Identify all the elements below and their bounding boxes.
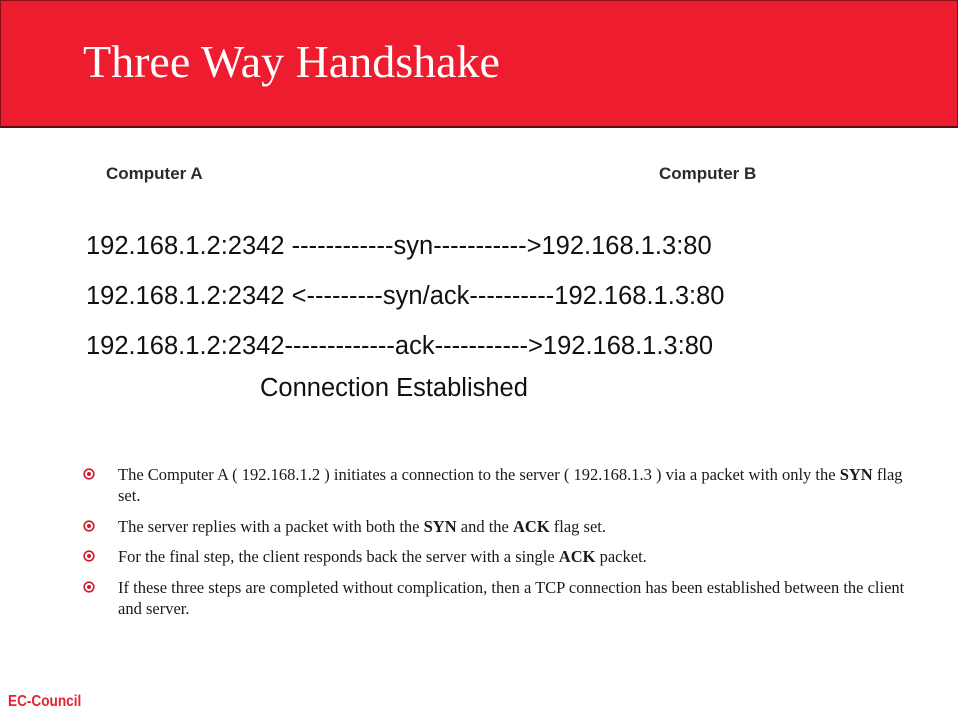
bullet-bold-term: SYN (839, 465, 873, 484)
circle-bullet-icon (83, 468, 95, 480)
handshake-syn-line: 192.168.1.2:2342 ------------syn----------->192.168.1.3:80 (86, 232, 712, 260)
bullet-item (78, 546, 918, 567)
bullet-text: The Computer A ( 192.168.1.2 ) initiates a connection to the server ( 192.168.1.3 ) via a packet with only the (118, 465, 840, 484)
bullet-item (78, 516, 918, 537)
connection-established-text: Connection Established (260, 374, 528, 402)
ec-council-logo: EC-Council (8, 693, 82, 710)
bullet-text: If these three steps are completed without complication, then a TCP connection has been established between the client and server. (118, 577, 905, 619)
slide-title: Three Way Handshake (83, 36, 500, 87)
bullet-text: and the (456, 516, 513, 536)
bullet-bold-term: SYN (423, 516, 457, 536)
bullet-bold-term: ACK (558, 547, 596, 567)
circle-bullet-icon (83, 520, 95, 532)
bullet-text: flag set. (549, 516, 607, 536)
title-bar (0, 0, 958, 128)
computer-b-label: Computer B (659, 164, 757, 183)
bullet-text: packet. (595, 547, 647, 567)
bullet-item (78, 577, 918, 620)
bullet-text: The server replies with a packet with both the (118, 516, 424, 536)
computer-a-label: Computer A (106, 164, 203, 183)
bullet-text: For the final step, the client responds back the server with a single (118, 547, 559, 567)
bullet-item (78, 464, 918, 507)
bullet-list (78, 464, 918, 629)
circle-bullet-icon (83, 550, 95, 562)
handshake-ack-line: 192.168.1.2:2342-------------ack----------->192.168.1.3:80 (86, 332, 714, 360)
circle-bullet-icon (83, 581, 95, 593)
bullet-bold-term: ACK (512, 516, 550, 536)
handshake-synack-line: 192.168.1.2:2342 <---------syn/ack----------192.168.1.3:80 (86, 282, 725, 310)
bullet-text: flag set. (118, 465, 903, 506)
